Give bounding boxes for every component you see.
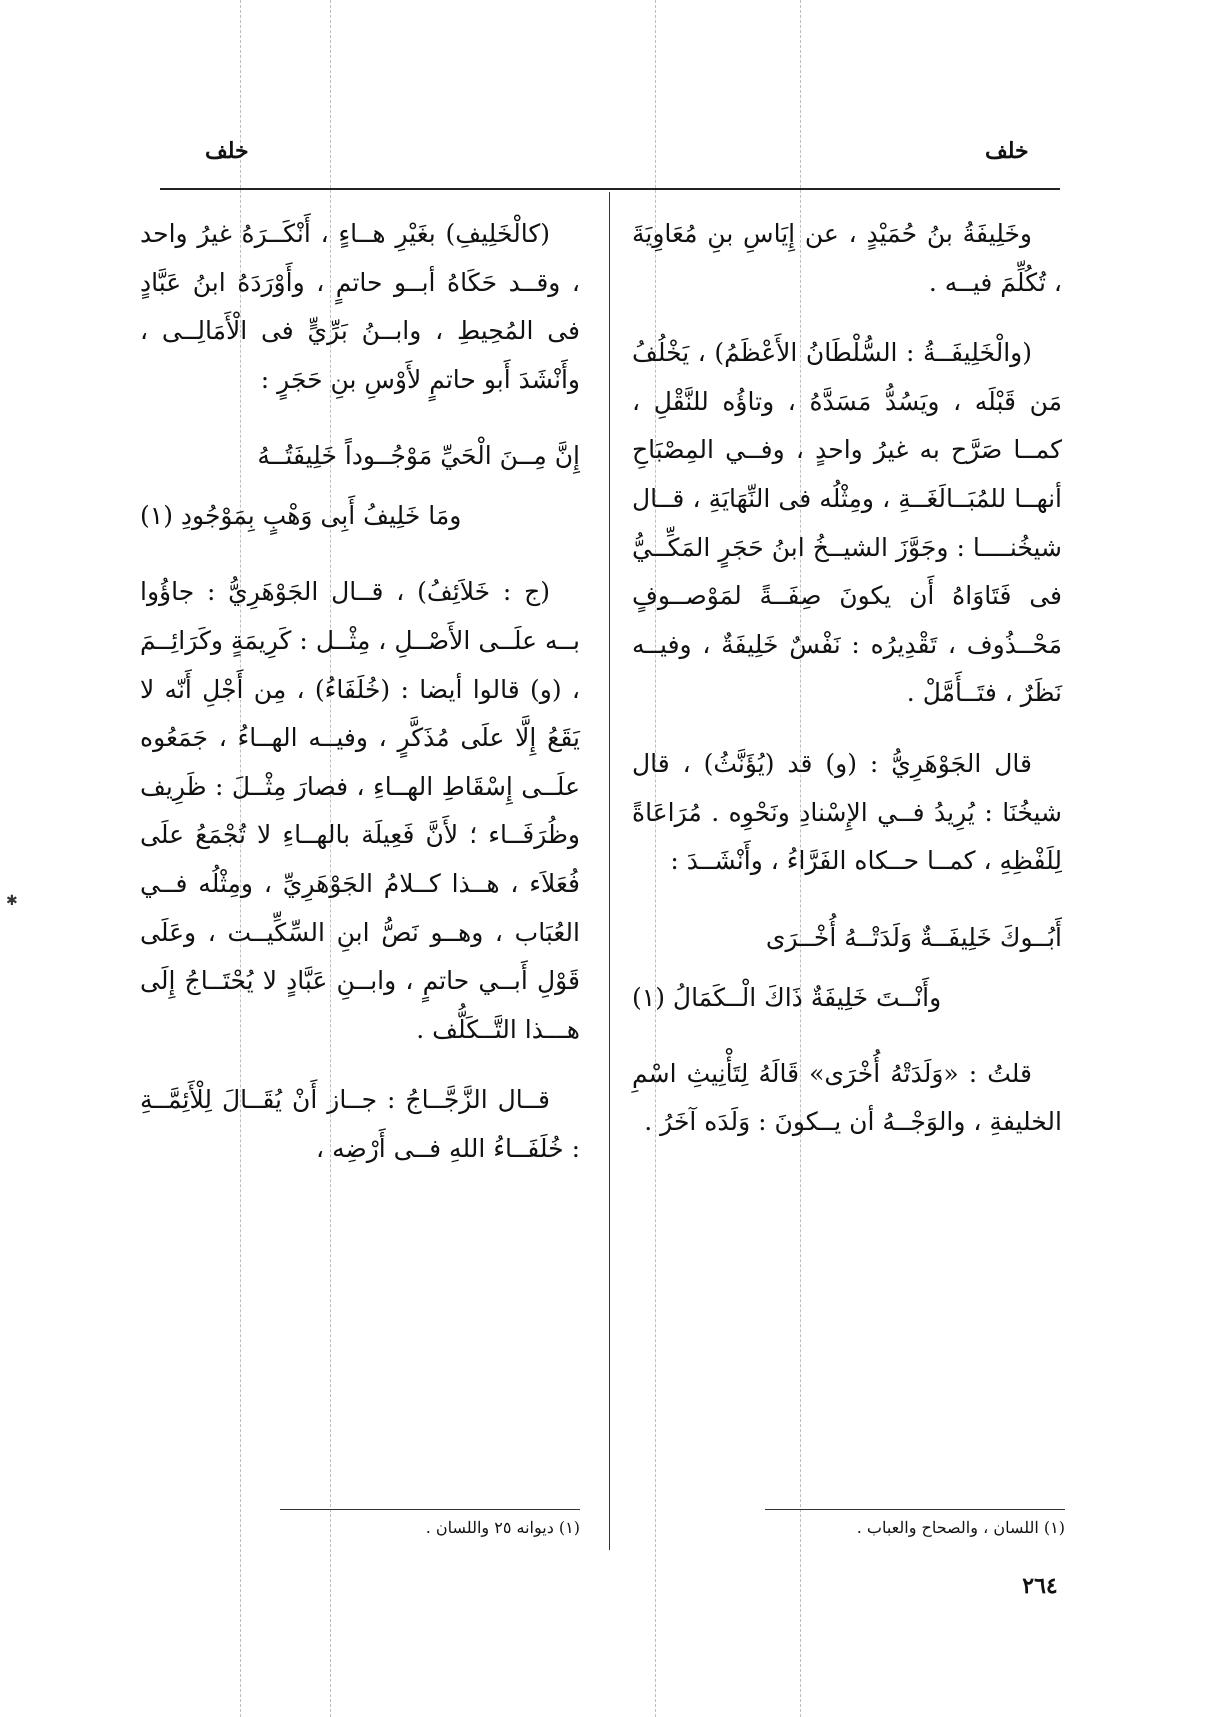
column-divider xyxy=(609,192,610,1550)
left-footnote-rule xyxy=(280,1509,580,1510)
left-paragraph-1: (كالْخَلِيفِ) بغَيْرِ هــاءٍ ، أَنْكَــرَهُ غيرُ واحد ، وقــد حَكَاهُ أبــو حاتمٍ ، وأَوْرَدَهُ ابنُ عَبَّادٍ فى المُحِيطِ ، وابــنُ بَرِّيٍّ فى الْأَمَالِــى ، وأَنْشَدَ أَبو حاتمٍ لأَوْسِ بنِ حَجَرٍ : xyxy=(140,219,580,394)
right-paragraph-2: (والْخَلِيفَــةُ : السُّلْطَانُ الأَعْظَمُ) ، يَخْلُفُ مَن قَبْلَه ، ويَسُدُّ مَسَدَّهُ ، وتاؤُه للنَّقْلِ ، كمــا صَرَّح به غيرُ واحدٍ ، وفــي المِصْبَاحِ أنهــا للمُبَــالَغَــةِ ، ومِثْلُه فى النِّهَايَةِ ، قــال شيخُنــــا : وجَوَّزَ الشيــخُ ابنُ حَجَرٍ المَكِّــيُّ فى فَتَاوَاهُ أَن يكونَ صِفَــةً لمَوْصــوفٍ مَحْــذُوف ، تَقْدِيرُه : نَفْسٌ خَلِيفَةٌ ، وفيــه نَظَرٌ ، فتَــأَمَّلْ . xyxy=(632,338,1062,708)
page-number: ٢٦٤ xyxy=(1022,1573,1058,1599)
left-paragraph-2: (ج : خَلاَئِفُ) ، قــال الجَوْهَرِيُّ : جاؤُوا بــه علَــى الأَصْــلِ ، مِثْــل : كَرِيمَةٍ وكَرَائِــمَ ، (و) قالوا أيضا : (خُلَفَاءُ) ، مِن أَجْلِ أَنّه لا يَقَعُ إِلَّا علَى مُذَكَّرٍ ، وفيــه الهــاءُ ، جَمَعُوه علَــى إِسْقَاطِ الهــاءِ ، فصارَ مِثْــلَ : ظَرِيف وظُرَفَــاء ؛ لأَنَّ فَعِيلَة بالهــاءِ لا تُجْمَعُ علَى فُعَلاَء ، هــذا كــلامُ الجَوْهَرِيِّ ، ومِثْلُه فــي العُبَاب ، وهــو نَصُّ ابنِ السِّكِّيــت ، وعَلَى قَوْلِ أَبــي حاتمٍ ، وابــنِ عَبَّادٍ لا يُحْتَــاجُ إِلَى هـــذا التَّــكَلُّف . xyxy=(140,577,580,1044)
right-verse xyxy=(632,908,1062,1028)
right-paragraph-1: وخَلِيفَةُ بنُ حُمَيْدٍ ، عن إِيَاسِ بنِ مُعَاوِيَةَ ، تُكُلِّمَ فيــه . xyxy=(632,219,1062,297)
right-paragraph-3: قال الجَوْهَرِيُّ : (و) قد (يُؤَنَّثُ) ، قال شيخُنَا : يُرِيدُ فــي الإِسْنادِ ونَحْوِه . مُرَاعَاةً لِلَفْظِهِ ، كمــا حــكاه الفَرَّاءُ ، وأَنْشَــدَ : xyxy=(632,748,1062,876)
left-footnote: (١) ديوانه ٢٥ واللسان . xyxy=(425,1518,580,1537)
left-column xyxy=(140,210,580,1196)
right-footnote: (١) اللسان ، والصحاح والعباب . xyxy=(856,1518,1065,1537)
running-header-right: خلف xyxy=(985,138,1029,164)
right-footnote-rule xyxy=(765,1509,1065,1510)
running-header-left: خلف xyxy=(205,138,249,164)
left-verse xyxy=(140,426,580,546)
left-verse-second-hemistich: ومَا خَلِيفُ أَبِى وَهْبٍ بِمَوْجُودِ (١) xyxy=(140,501,462,531)
right-column xyxy=(632,210,1062,1169)
left-verse-first-hemistich: إِنَّ مِــنَ الْحَيِّ مَوْجُــوداً خَلِيفَتُــهُ xyxy=(257,441,580,471)
right-paragraph-4: قلتُ : «وَلَدَتْهُ أُخْرَى» قَالَهُ لِتَأْنِيثِ اسْمِ الخليفةِ ، والوَجْــهُ أن يــكونَ : وَلَدَه آخَرُ . xyxy=(632,1058,1062,1137)
right-verse-second-hemistich: وأَنْــتَ خَلِيفَةٌ ذَاكَ الْــكَمَالُ (١) xyxy=(632,982,942,1012)
right-verse-first-hemistich: أَبُــوكَ خَلِيفَــةٌ وَلَدَتْــهُ أُخْــرَى xyxy=(765,922,1062,952)
left-paragraph-3: قــال الزَّجَّــاجُ : جــاز أَنْ يُقَــالَ لِلْأَئِمَّــةِ : خُلَفَــاءُ اللهِ فــى أَرْضِه ، xyxy=(140,1085,580,1163)
header-rule xyxy=(160,188,1060,190)
margin-mark: ✱ xyxy=(6,893,18,909)
